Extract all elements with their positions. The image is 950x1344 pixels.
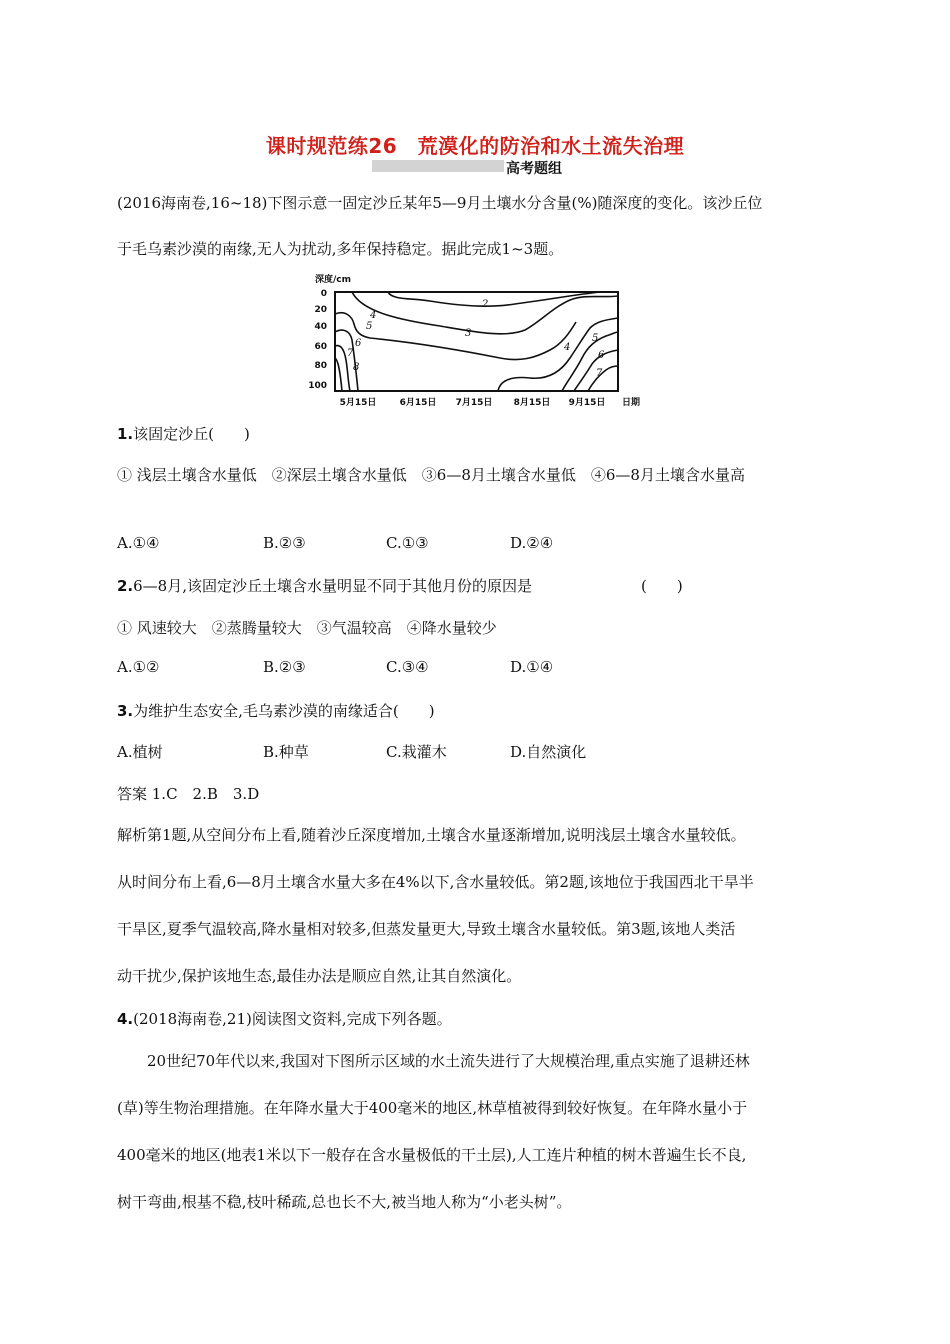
intro-line-2: 于毛乌素沙漠的南缘,无人为扰动,多年保持稳定。据此完成1~3题。 xyxy=(117,240,564,258)
question-number: 1. xyxy=(117,425,134,443)
soil-moisture-contour-figure xyxy=(300,270,650,415)
analysis-line-2: 从时间分布上看,6—8月土壤含水量大多在4%以下,含水量较低。第2题,该地位于我国西北干旱半 xyxy=(117,873,754,891)
contour-label: 6 xyxy=(355,338,362,349)
q2-option-c: C.③④ xyxy=(386,658,429,676)
analysis-line-3: 干旱区,夏季气温较高,降水量相对较多,但蒸发量更大,导致土壤含水量较低。第3题,该地人类活 xyxy=(117,920,736,938)
question-stem: (2018海南卷,21)阅读图文资料,完成下列各题。 xyxy=(133,1010,452,1028)
contour-label: 4 xyxy=(564,342,571,353)
q1-option-d: D.②④ xyxy=(510,534,554,552)
answer-parentheses: ( ) xyxy=(641,577,683,595)
section-subtitle: 高考题组 xyxy=(506,161,562,177)
q1-option-c: C.①③ xyxy=(386,534,429,552)
x-tick: 7月15日 xyxy=(455,398,493,408)
q2-option-b: B.②③ xyxy=(263,658,306,676)
question-1 xyxy=(117,423,250,444)
question-number: 2. xyxy=(117,577,134,595)
answer-line: 答案 1.C 2.B 3.D xyxy=(117,785,260,803)
question-1-statements: ① 浅层土壤含水量低 ②深层土壤含水量低 ③6—8月土壤含水量低 ④6—8月土壤含水量高 xyxy=(117,466,745,484)
q2-option-d: D.①④ xyxy=(510,658,554,676)
question-4 xyxy=(117,1008,452,1029)
x-axis-title: 日期 xyxy=(621,398,641,408)
question-stem: 为维护生态安全,毛乌素沙漠的南缘适合( ) xyxy=(133,702,435,720)
x-tick: 9月15日 xyxy=(568,398,606,408)
y-tick: 40 xyxy=(314,322,327,332)
analysis-line-1: 解析第1题,从空间分布上看,随着沙丘深度增加,土壤含水量逐渐增加,说明浅层土壤含水量较低。 xyxy=(117,826,746,844)
plot-frame xyxy=(335,292,618,391)
q1-option-b: B.②③ xyxy=(263,534,306,552)
question-number: 3. xyxy=(117,702,134,720)
q1-option-a: A.①④ xyxy=(117,534,160,552)
intro-line-1: (2016海南卷,16~18)下图示意一固定沙丘某年5—9月土壤水分含量(%)随深度的变化。该沙丘位 xyxy=(117,194,763,212)
contour-5-right xyxy=(562,332,618,391)
q3-option-c: C.栽灌木 xyxy=(386,743,447,761)
x-tick: 6月15日 xyxy=(399,398,437,408)
passage-line-3: 400毫米的地区(地表1米以下一般存在含水量极低的干土层),人工连片种植的树木普遍生长不良, xyxy=(117,1146,747,1164)
contour-7-right xyxy=(588,366,618,391)
contour-label: 7 xyxy=(596,368,603,379)
x-tick: 5月15日 xyxy=(339,398,377,408)
contour-7-left xyxy=(335,358,342,391)
q3-option-d: D.自然演化 xyxy=(510,743,587,761)
analysis-line-4: 动干扰少,保护该地生态,最佳办法是顺应自然,让其自然演化。 xyxy=(117,967,522,985)
contour-label: 5 xyxy=(366,321,373,332)
y-tick: 20 xyxy=(314,305,327,315)
question-2-statements: ① 风速较大 ②蒸腾量较大 ③气温较高 ④降水量较少 xyxy=(117,619,497,637)
y-tick: 100 xyxy=(308,381,327,391)
question-stem: 6—8月,该固定沙丘土壤含水量明显不同于其他月份的原因是 xyxy=(133,577,532,595)
y-axis-title: 深度/cm xyxy=(315,275,352,285)
question-stem: 该固定沙丘( ) xyxy=(133,425,250,443)
y-tick: 80 xyxy=(314,361,327,371)
contour-label: 2 xyxy=(482,299,489,310)
passage-line-1: 20世纪70年代以来,我国对下图所示区域的水土流失进行了大规模治理,重点实施了退耕还林 xyxy=(147,1052,750,1070)
q3-option-a: A.植树 xyxy=(117,743,163,761)
page-title: 课时规范练26 荒漠化的防治和水土流失治理 xyxy=(265,134,685,158)
question-3 xyxy=(117,700,435,721)
passage-line-2: (草)等生物治理措施。在年降水量大于400毫米的地区,林草植被得到较好恢复。在年降水量小于 xyxy=(117,1099,748,1117)
x-tick: 8月15日 xyxy=(513,398,551,408)
y-tick: 60 xyxy=(314,342,327,352)
contour-label: 4 xyxy=(370,310,377,321)
contour-label: 8 xyxy=(353,362,360,373)
question-2 xyxy=(117,575,532,596)
y-tick: 0 xyxy=(320,289,327,299)
contour-label: 6 xyxy=(598,350,605,361)
subtitle-bar xyxy=(372,160,504,172)
contour-label: 3 xyxy=(465,328,472,339)
contour-label: 7 xyxy=(347,348,354,359)
question-number: 4. xyxy=(117,1010,134,1028)
q2-option-a: A.①② xyxy=(117,658,160,676)
passage-line-4: 树干弯曲,根基不稳,枝叶稀疏,总也长不大,被当地人称为“小老头树”。 xyxy=(117,1193,572,1211)
contour-2 xyxy=(388,292,600,306)
q3-option-b: B.种草 xyxy=(263,743,309,761)
contour-label: 5 xyxy=(592,333,599,344)
